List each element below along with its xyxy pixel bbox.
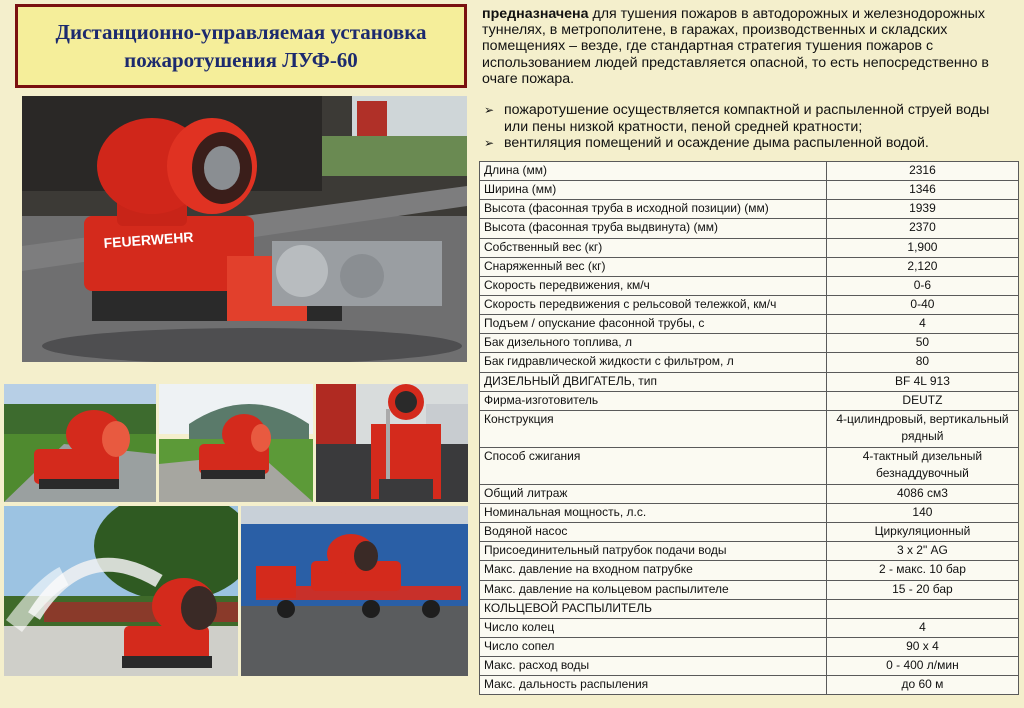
photo-thumb-3 <box>316 384 468 502</box>
table-row <box>480 676 1019 695</box>
table-row <box>480 315 1019 334</box>
specs-table <box>479 161 1019 695</box>
table-row <box>480 484 1019 503</box>
spec-label: Макс. давление на входном патрубке <box>480 561 827 580</box>
spec-value: BF 4L 913 <box>826 372 1018 391</box>
title-line-2: пожаротушения ЛУФ-60 <box>124 48 358 72</box>
spec-label: Присоединительный патрубок подачи воды <box>480 542 827 561</box>
spec-label: Макс. давление на кольцевом распылителе <box>480 580 827 599</box>
spec-value: 0-6 <box>826 276 1018 295</box>
photo-thumb-4 <box>4 506 238 676</box>
spec-label: Способ сжигания <box>480 447 827 484</box>
intro-paragraph <box>482 6 1016 87</box>
spec-label: Высота (фасонная труба в исходной позиции) (мм) <box>480 200 827 219</box>
main-photo <box>22 96 467 362</box>
spec-label: ДИЗЕЛЬНЫЙ ДВИГАТЕЛЬ, тип <box>480 372 827 391</box>
vehicle-label: FEUERWEHR <box>103 228 194 251</box>
table-row <box>480 523 1019 542</box>
spec-label: Ширина (мм) <box>480 181 827 200</box>
table-row <box>480 181 1019 200</box>
table-row <box>480 295 1019 314</box>
spec-label: Номинальная мощность, л.с. <box>480 503 827 522</box>
spec-label: КОЛЬЦЕВОЙ РАСПЫЛИТЕЛЬ <box>480 599 827 618</box>
spec-value: 140 <box>826 503 1018 522</box>
spec-value: 50 <box>826 334 1018 353</box>
table-row <box>480 657 1019 676</box>
spec-value: Циркуляционный <box>826 523 1018 542</box>
table-row <box>480 580 1019 599</box>
spec-value: 4 <box>826 315 1018 334</box>
spec-label: Скорость передвижения, км/ч <box>480 276 827 295</box>
spec-value: 15 - 20 бар <box>826 580 1018 599</box>
title-box <box>15 4 467 88</box>
table-row <box>480 637 1019 656</box>
table-row <box>480 561 1019 580</box>
table-row <box>480 238 1019 257</box>
spec-label: Число колец <box>480 618 827 637</box>
spec-label: Снаряженный вес (кг) <box>480 257 827 276</box>
table-row <box>480 391 1019 410</box>
spec-label: Макс. дальность распыления <box>480 676 827 695</box>
spec-value: 80 <box>826 353 1018 372</box>
spec-value: 4-тактный дизельный безнаддувочный <box>826 447 1018 484</box>
table-row <box>480 447 1019 484</box>
spec-value: 1939 <box>826 200 1018 219</box>
photo-thumb-5 <box>241 506 468 676</box>
table-row <box>480 257 1019 276</box>
photo-thumb-1 <box>4 384 156 502</box>
table-row <box>480 276 1019 295</box>
spec-label: Макс. расход воды <box>480 657 827 676</box>
spec-label: Собственный вес (кг) <box>480 238 827 257</box>
table-row <box>480 542 1019 561</box>
table-row <box>480 372 1019 391</box>
bullet-list <box>482 102 1016 152</box>
spec-label: Высота (фасонная труба выдвинута) (мм) <box>480 219 827 238</box>
spec-label: Общий литраж <box>480 484 827 503</box>
spec-value: до 60 м <box>826 676 1018 695</box>
spec-value: 1346 <box>826 181 1018 200</box>
bullet-item: ➢ вентиляция помещений и осаждение дыма распыленной водой. <box>482 135 1016 152</box>
spec-value: 2370 <box>826 219 1018 238</box>
spec-value: DEUTZ <box>826 391 1018 410</box>
spec-value <box>826 599 1018 618</box>
spec-label: Число сопел <box>480 637 827 656</box>
table-row <box>480 200 1019 219</box>
spec-label: Водяной насос <box>480 523 827 542</box>
intro-bold: предназначена <box>482 6 589 22</box>
table-row <box>480 618 1019 637</box>
spec-value: 1,900 <box>826 238 1018 257</box>
spec-value: 4086 см3 <box>826 484 1018 503</box>
spec-value: 3 х 2" AG <box>826 542 1018 561</box>
photo-thumb-2 <box>159 384 313 502</box>
table-row <box>480 219 1019 238</box>
title-line-1: Дистанционно-управляемая установка <box>55 20 427 44</box>
intro-text: для тушения пожаров в автодорожных и железнодорожных туннелях, в метрополитене, в гаражах, производственных и складских помещениях – везде, где стандартная стратегия тушения пожаров с использованием людей представляется опасной, то есть непосредственно в очаге пожара. <box>482 6 989 87</box>
table-row <box>480 334 1019 353</box>
table-row <box>480 353 1019 372</box>
spec-label: Фирма-изготовитель <box>480 391 827 410</box>
spec-label: Длина (мм) <box>480 162 827 181</box>
spec-label: Бак гидравлической жидкости с фильтром, л <box>480 353 827 372</box>
spec-value: 2,120 <box>826 257 1018 276</box>
spec-value: 2316 <box>826 162 1018 181</box>
spec-label: Конструкция <box>480 410 827 447</box>
spec-value: 0-40 <box>826 295 1018 314</box>
spec-value: 0 - 400 л/мин <box>826 657 1018 676</box>
spec-value: 4 <box>826 618 1018 637</box>
bullet-item: ➢ пожаротушение осуществляется компактной и распыленной струей воды или пены низкой кратности, пеной средней кратности; <box>482 102 1016 135</box>
table-row <box>480 503 1019 522</box>
spec-label: Скорость передвижения с рельсовой тележкой, км/ч <box>480 295 827 314</box>
spec-label: Подъем / опускание фасонной трубы, с <box>480 315 827 334</box>
table-row <box>480 410 1019 447</box>
table-row <box>480 162 1019 181</box>
spec-value: 90 х 4 <box>826 637 1018 656</box>
spec-value: 4-цилиндровый, вертикальный рядный <box>826 410 1018 447</box>
spec-value: 2 - макс. 10 бар <box>826 561 1018 580</box>
spec-label: Бак дизельного топлива, л <box>480 334 827 353</box>
table-row <box>480 599 1019 618</box>
